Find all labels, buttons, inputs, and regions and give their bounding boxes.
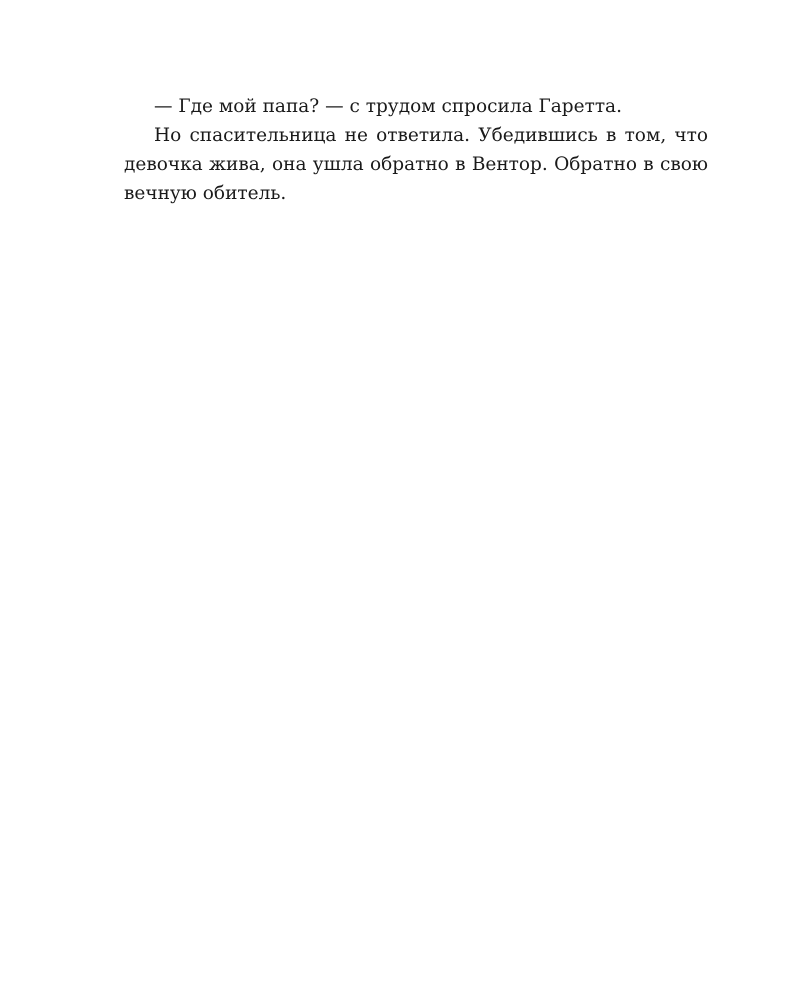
paragraph-narration: Но спасительница не ответила. Убедившись в том, что девочка жива, она ушла обратно в Вентор. Обратно в свою вечную обитель. <box>124 125 708 204</box>
body-text <box>124 92 708 208</box>
paragraph-dialogue: — Где мой папа? — с трудом спросила Гаретта. <box>154 96 622 117</box>
